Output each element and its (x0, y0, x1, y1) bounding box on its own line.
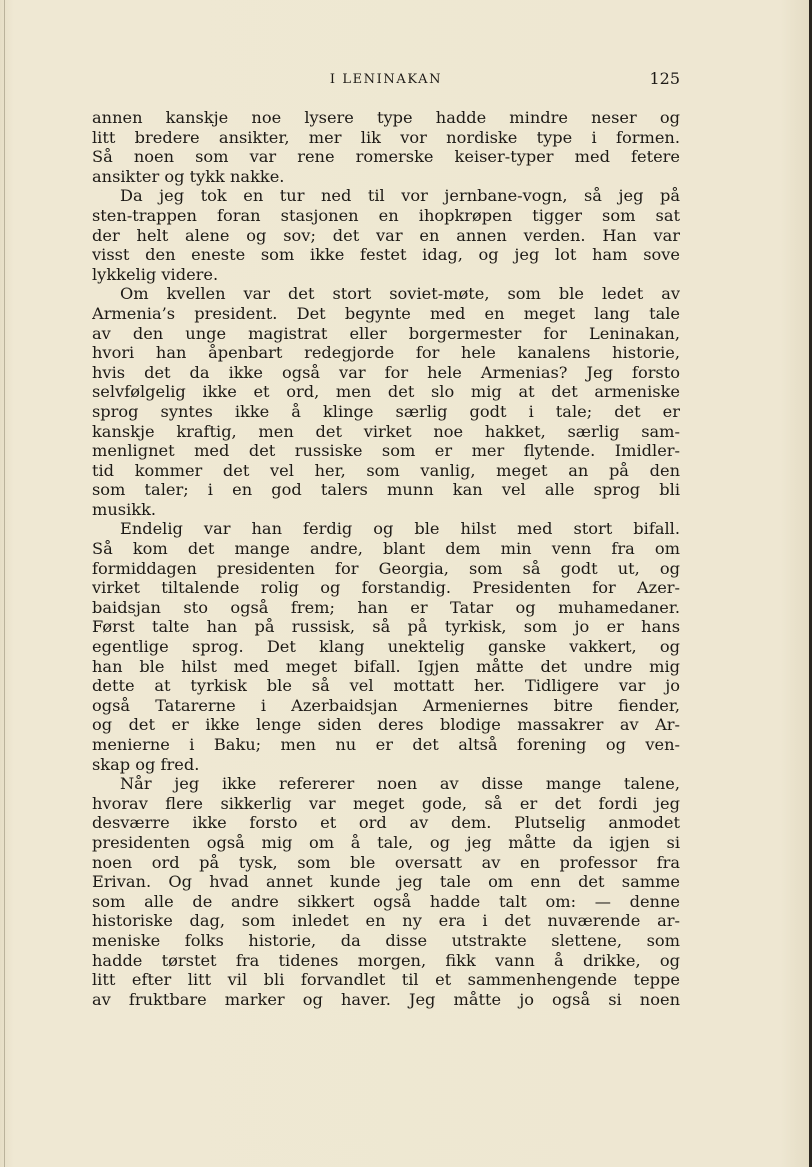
body-text (92, 108, 680, 1009)
text-line: sten-trappen foran stasjonen en ihopkrøpen tigger som sat (92, 205, 680, 225)
page-header (92, 70, 680, 90)
text-line: virket tiltalende rolig og forstandig. Presidenten for Azer- (92, 578, 680, 598)
running-head: I LENINAKAN (329, 72, 443, 87)
text-line: Erivan. Og hvad annet kunde jeg tale om enn det samme (92, 872, 680, 892)
text-line: skap og fred. (92, 754, 200, 774)
text-line: også Tatarerne i Azerbaidsjan Armeniernes bitre fiender, (92, 695, 680, 715)
text-line: hvori han åpenbart redegjorde for hele kanalens historie, (92, 343, 680, 363)
text-line: Om kvellen var det stort soviet-møte, som ble ledet av (120, 284, 680, 304)
text-line: baidsjan sto også frem; han er Tatar og muhamedaner. (92, 597, 680, 617)
text-line: kanskje kraftig, men det virket noe hakket, særlig sam- (92, 421, 680, 441)
text-line: som alle de andre sikkert også hadde talt om: — denne (92, 891, 680, 911)
text-line: Når jeg ikke refererer noen av disse mange talene, (120, 774, 680, 794)
text-line: Endelig var han ferdig og ble hilst med stort bifall. (120, 519, 680, 539)
text-line: dette at tyrkisk ble så vel mottatt her. Tidligere var jo (92, 676, 680, 696)
text-line: litt bredere ansikter, mer lik vor nordiske type i formen. (92, 127, 680, 147)
text-line: Så kom det mange andre, blant dem min venn fra om (92, 539, 680, 559)
text-line: Armenia’s president. Det begynte med en meget lang tale (92, 303, 680, 323)
text-line: der helt alene og sov; det var en annen verden. Han var (92, 225, 680, 245)
text-line: av fruktbare marker og haver. Jeg måtte jo også si noen (92, 989, 680, 1009)
page-number: 125 (649, 69, 680, 88)
text-line: sprog syntes ikke å klinge særlig godt i tale; det er (92, 401, 680, 421)
text-line: lykkelig videre. (92, 264, 219, 284)
text-line: musikk. (92, 499, 157, 519)
text-line: noen ord på tysk, som ble oversatt av en professor fra (92, 852, 680, 872)
text-line: tid kommer det vel her, som vanlig, meget an på den (92, 460, 680, 480)
text-line: og det er ikke lenge siden deres blodige massakrer av Ar- (92, 715, 680, 735)
text-line: formiddagen presidenten for Georgia, som så godt ut, og (92, 558, 680, 578)
text-line: hvis det da ikke også var for hele Armenias? Jeg forsto (92, 362, 680, 382)
text-line: av den unge magistrat eller borgermester for Leninakan, (92, 323, 680, 343)
text-line: desværre ikke forsto et ord av dem. Plutselig anmodet (92, 813, 680, 833)
page-gutter-edge (4, 0, 5, 1167)
text-line: han ble hilst med meget bifall. Igjen måtte det undre mig (92, 656, 680, 676)
text-line: visst den eneste som ikke festet idag, og jeg lot ham sove (92, 245, 680, 265)
text-line: som taler; i en god talers munn kan vel alle sprog bli (92, 480, 680, 500)
text-line: Så noen som var rene romerske keiser-typer med fetere (92, 147, 680, 167)
text-line: egentlige sprog. Det klang unektelig ganske vakkert, og (92, 637, 680, 657)
text-line: historiske dag, som inledet en ny era i det nuværende ar- (92, 911, 680, 931)
text-line: litt efter litt vil bli forvandlet til et sammenhengende teppe (92, 970, 680, 990)
text-line: ansikter og tykk nakke. (92, 166, 285, 186)
text-line: annen kanskje noe lysere type hadde mindre neser og (92, 108, 680, 127)
text-line: Da jeg tok en tur ned til vor jernbane-vogn, så jeg på (120, 186, 680, 206)
text-line: meniske folks historie, da disse utstrakte slettene, som (92, 930, 680, 950)
text-line: hvorav flere sikkerlig var meget gode, så er det fordi jeg (92, 793, 680, 813)
text-line: selvfølgelig ikke et ord, men det slo mig at det armeniske (92, 382, 680, 402)
text-line: menlignet med det russiske som er mer flytende. Imidler- (92, 441, 680, 461)
text-line: hadde tørstet fra tidenes morgen, fikk vann å drikke, og (92, 950, 680, 970)
text-line: menierne i Baku; men nu er det altså forening og ven- (92, 735, 680, 754)
text-line: presidenten også mig om å tale, og jeg måtte da igjen si (92, 832, 680, 852)
text-line: Først talte han på russisk, så på tyrkisk, som jo er hans (92, 617, 680, 637)
